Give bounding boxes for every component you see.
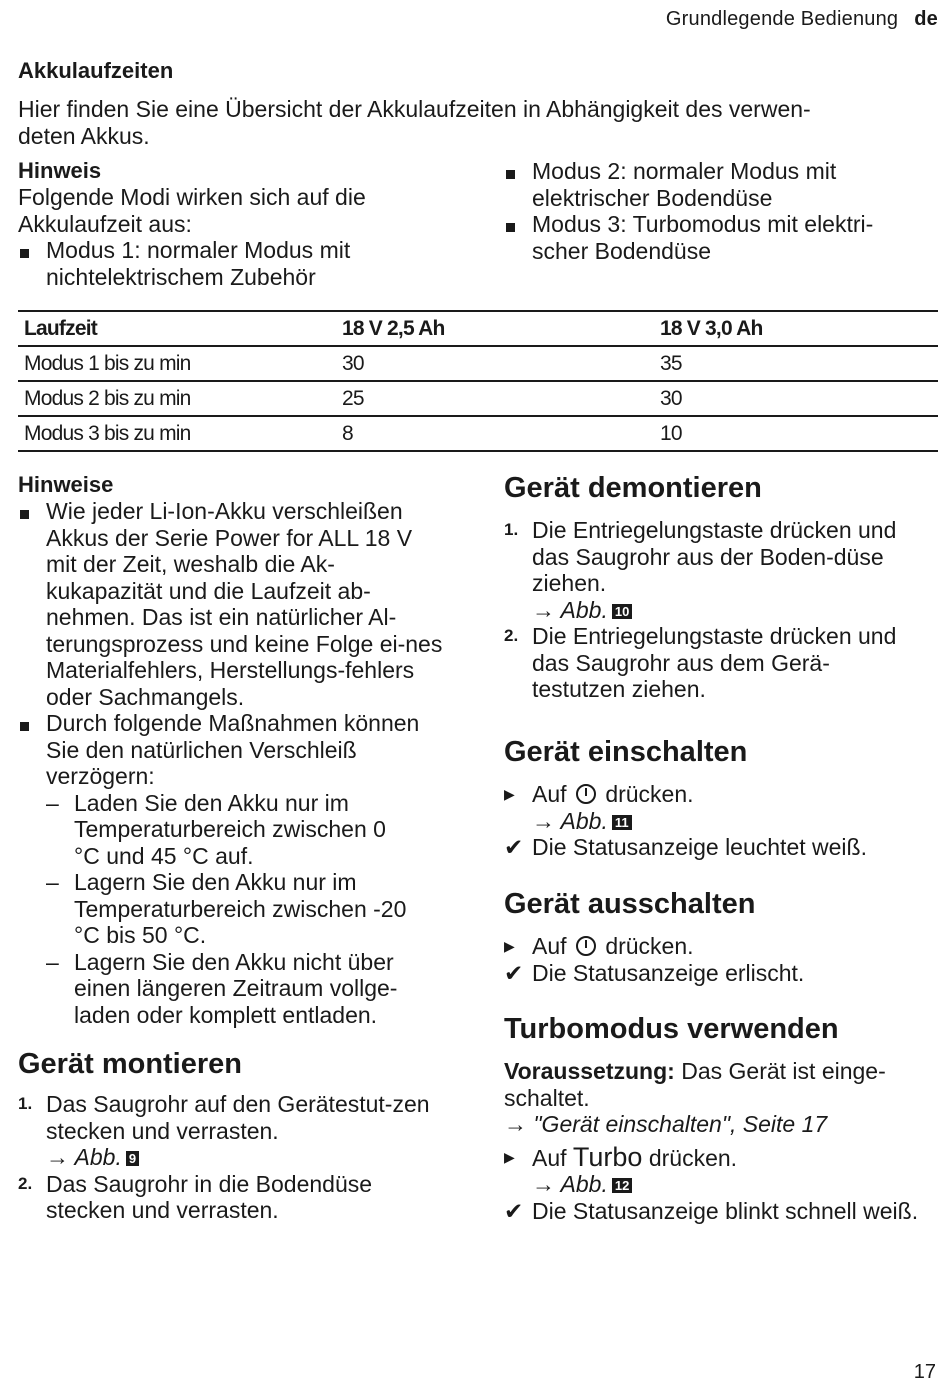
turbo-key-label: Turbo — [572, 1141, 643, 1172]
mode-list-right — [504, 158, 924, 264]
table-row — [18, 346, 938, 381]
bullet-square-icon — [506, 223, 515, 232]
action-triangle-icon: ▶ — [504, 1148, 515, 1165]
prereq-label: Voraussetzung: — [504, 1058, 675, 1084]
table-cell: Modus 1 bis zu min — [18, 346, 336, 381]
list-item: 2. Das Saugrohr in die Bodendüse stecken und verrasten. — [18, 1170, 373, 1223]
list-item: 1. Die Entriegelungstaste drücken und das Saugrohr aus der Boden-düse ziehen. → Abb. 10 — [504, 517, 904, 623]
table-header: 18 V 2,5 Ah — [336, 311, 654, 346]
turbo-title: Turbomodus verwenden — [504, 1013, 839, 1045]
ausschalten-title: Gerät ausschalten — [504, 888, 756, 920]
power-icon — [576, 936, 596, 956]
table-row — [18, 381, 938, 416]
figure-reference: → Abb. 10 — [532, 597, 904, 624]
bullet-square-icon — [20, 510, 29, 519]
akku-intro-line2: deten Akkus. — [18, 122, 150, 149]
einschalten-steps — [504, 781, 940, 861]
hinweis-title: Hinweis — [18, 158, 102, 183]
montieren-block — [18, 1048, 458, 1224]
list-item: Modus 1: normaler Modus mit nichtelektrischem Zubehör — [18, 237, 408, 290]
list-item: – Laden Sie den Akku nur im Temperaturbereich zwischen 0 °C und 45 °C auf. — [46, 789, 386, 869]
list-item: ▶ Auf drücken. — [504, 933, 694, 959]
list-item: Durch folgende Maßnahmen können Sie den natürlichen Verschleiß verzögern: – Laden Sie den Akku nur im Temperaturbereich zwischen 0 °C und 45 °C auf. – Lagern Sie den Akku nur im Temperaturbereich zwischen -20 °C bis 50 °C. – Lagern Sie den Akku nicht über einen längeren Zeitraum vollge-laden oder komplett entladen. — [18, 710, 446, 1028]
table-cell: Modus 2 bis zu min — [18, 381, 336, 416]
table-cell: 35 — [654, 346, 938, 381]
ausschalten-block — [504, 888, 940, 986]
figure-number-badge: 11 — [612, 815, 632, 830]
header-language: de — [914, 8, 938, 30]
list-item: 2. Die Entriegelungstaste drücken und das Saugrohr aus dem Gerä-testutzen ziehen. — [504, 623, 897, 702]
hinweis-line1: Folgende Modi wirken sich auf die — [18, 184, 366, 210]
hinweise-list — [18, 498, 446, 1028]
cross-reference: → "Gerät einschalten", Seite 17 — [504, 1111, 828, 1137]
running-header — [666, 8, 938, 31]
einschalten-title: Gerät einschalten — [504, 736, 748, 768]
turbo-steps — [504, 1141, 934, 1225]
ausschalten-steps — [504, 933, 940, 986]
hinweise-sublist — [46, 790, 418, 1029]
bullet-square-icon — [506, 170, 515, 179]
demontieren-block — [504, 472, 940, 703]
figure-number-badge: 10 — [612, 604, 632, 619]
turbo-prerequisite: Voraussetzung: Das Gerät ist einge-schaltet. — [504, 1058, 886, 1111]
table-header-row — [18, 311, 938, 346]
turbo-block — [504, 1013, 940, 1224]
hinweis-line2: Akkulaufzeit aus: — [18, 210, 192, 237]
figure-reference: → Abb. 11 — [532, 808, 940, 835]
runtime-table — [18, 310, 938, 452]
bullet-square-icon — [20, 722, 29, 731]
list-item: ✔ Die Statusanzeige leuchtet weiß. — [504, 834, 867, 860]
list-item: 1. Das Saugrohr auf den Gerätestut-zen stecken und verrasten. → Abb. 9 — [18, 1091, 446, 1171]
action-triangle-icon: ▶ — [504, 938, 515, 954]
figure-number-badge: 9 — [126, 1151, 139, 1166]
list-item: Modus 2: normaler Modus mit elektrischer Bodendüse — [504, 158, 924, 211]
page-number: 17 — [913, 1361, 936, 1383]
table-header: 18 V 3,0 Ah — [654, 311, 938, 346]
table-cell: 30 — [654, 381, 938, 416]
figure-number-badge: 12 — [612, 1178, 632, 1193]
list-item: – Lagern Sie den Akku nicht über einen längeren Zeitraum vollge-laden oder komplett entladen. — [46, 948, 398, 1028]
table-cell: 25 — [336, 381, 654, 416]
table-header: Laufzeit — [18, 311, 336, 346]
figure-reference: → Abb. 9 — [46, 1144, 446, 1171]
result-check-icon: ✔ — [504, 834, 524, 860]
mode-list-left — [18, 237, 408, 290]
list-item: ▶ Auf Turbo drücken. → Abb. 12 — [504, 1144, 934, 1198]
hinweise-block — [18, 472, 458, 1028]
hinweis-box — [18, 158, 448, 290]
montieren-title: Gerät montieren — [18, 1048, 242, 1080]
demontieren-steps — [504, 517, 904, 703]
power-icon — [576, 784, 596, 804]
list-item: Wie jeder Li-Ion-Akku verschleißen Akkus der Serie Power for ALL 18 V mit der Zeit, weshalb die Ak-kukapazität und die Laufzeit ab-nehmen. Das ist ein natürlicher Al-terungsprozess und keine Folge ei-nes Materialfehlers, Herstellungs-fehlers oder Sachmangels. — [18, 498, 446, 710]
action-triangle-icon: ▶ — [504, 786, 515, 802]
einschalten-block — [504, 736, 940, 861]
table-cell: Modus 3 bis zu min — [18, 416, 336, 451]
list-item: ✔ Die Statusanzeige blinkt schnell weiß. — [504, 1197, 919, 1224]
akku-intro — [18, 96, 938, 149]
header-section: Grundlegende Bedienung — [665, 8, 899, 30]
table-cell: 30 — [336, 346, 654, 381]
table-row — [18, 416, 938, 451]
akku-title: Akkulaufzeiten — [18, 58, 174, 83]
demontieren-title: Gerät demontieren — [504, 472, 762, 504]
result-check-icon: ✔ — [504, 959, 524, 986]
table-cell: 10 — [654, 416, 938, 451]
montieren-steps — [18, 1091, 446, 1224]
result-check-icon: ✔ — [504, 1197, 524, 1224]
list-item: ✔ Die Statusanzeige erlischt. — [504, 959, 805, 986]
hinweise-title: Hinweise — [18, 472, 114, 497]
list-item: – Lagern Sie den Akku nur im Temperaturbereich zwischen -20 °C bis 50 °C. — [46, 869, 407, 948]
list-item: Modus 3: Turbomodus mit elektri-scher Bodendüse — [504, 211, 924, 264]
akku-intro-line1: Hier finden Sie eine Übersicht der Akkulaufzeiten in Abhängigkeit des verwen- — [18, 96, 811, 122]
list-item: ▶ Auf drücken. → Abb. 11 — [504, 781, 940, 834]
table-cell: 8 — [336, 416, 654, 451]
figure-reference: → Abb. 12 — [532, 1171, 934, 1198]
bullet-square-icon — [20, 249, 29, 258]
